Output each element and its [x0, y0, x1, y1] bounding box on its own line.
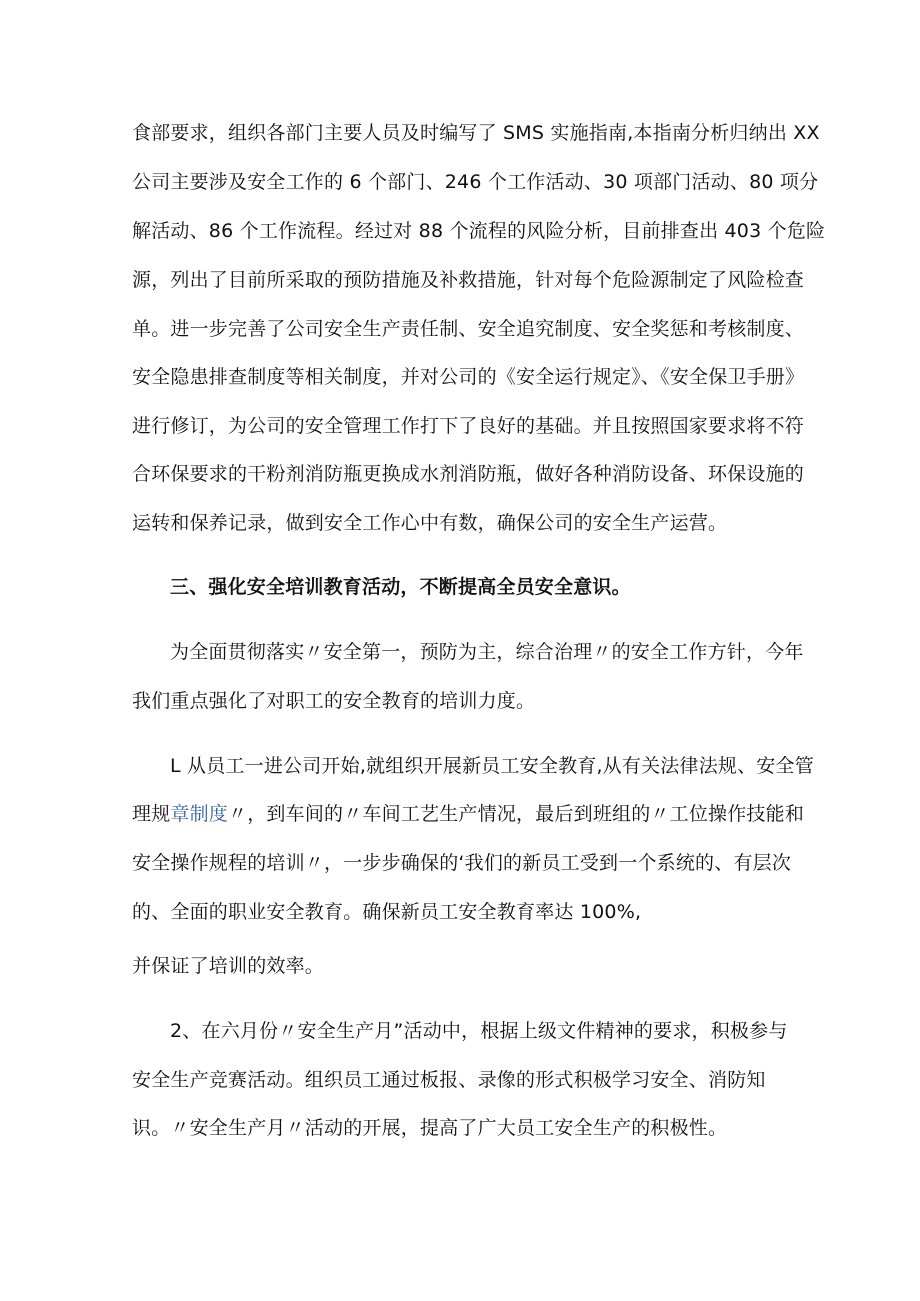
text-line: 进行修订，为公司的安全管理工作打下了良好的基础。并且按照国家要求将不符 — [132, 415, 805, 437]
text-segment: 〃，到车间的〃车间工艺生产情况，最后到班组的〃工位操作技能和 — [228, 803, 805, 825]
text-line: 合环保要求的干粉剂消防瓶更换成水剂消防瓶，做好各种消防设备、环保设施的 — [132, 463, 805, 485]
text-line: 为全面贯彻落实〃安全第一，预防为主，综合治理〃的安全工作方针，今年 — [170, 641, 804, 663]
text-line: 单。进一步完善了公司安全生产责任制、安全追究制度、安全奖惩和考核制度、 — [132, 318, 805, 340]
text-line: 我们重点强化了对职工的安全教育的培训力度。 — [132, 690, 536, 712]
text-line: 并保证了培训的效率。 — [132, 955, 325, 977]
text-line: 解活动、86 个工作流程。经过对 88 个流程的风险分析，目前排查出 403 个危险 — [132, 220, 826, 242]
text-line: 源，列出了目前所采取的预防措施及补救措施，针对每个危险源制定了风险检查 — [132, 269, 805, 291]
text-segment: 理规 — [132, 803, 171, 825]
text-line: 公司主要涉及安全工作的 6 个部门、246 个工作活动、30 项部门活动、80 项分 — [132, 171, 819, 193]
text-line: 安全生产竞赛活动。组织员工通过板报、录像的形式积极学习安全、消防知 — [132, 1069, 766, 1091]
regulations-link[interactable]: 章制度 — [170, 803, 229, 825]
text-line: 安全操作规程的培训〃，一步步确保的‘我们的新员工受到一个系统的、有层次 — [132, 852, 792, 874]
text-line: L 从员工一进公司开始,就组织开展新员工安全教育,从有关法律法规、安全管 — [170, 755, 814, 777]
text-line: 识。〃安全生产月〃活动的开展，提高了广大员工安全生产的积极性。 — [132, 1117, 728, 1139]
text-line: 食部要求，组织各部门主要人员及时编写了 SMS 实施指南,本指南分析归纳出 XX — [132, 122, 820, 144]
text-line: 的、全面的职业安全教育。确保新员工安全教育率达 100%, — [132, 901, 642, 923]
text-line: 运转和保养记录，做到安全工作心中有数，确保公司的安全生产运营。 — [132, 512, 728, 534]
text-line: 2、在六月份〃安全生产月”活动中，根据上级文件精神的要求，积极参与 — [170, 1020, 788, 1042]
section-heading: 三、强化安全培训教育活动，不断提高全员安全意识。 — [170, 576, 631, 598]
text-line-with-link — [132, 802, 804, 826]
text-line: 安全隐患排查制度等相关制度，并对公司的《安全运行规定》、《安全保卫手册》 — [132, 366, 805, 388]
